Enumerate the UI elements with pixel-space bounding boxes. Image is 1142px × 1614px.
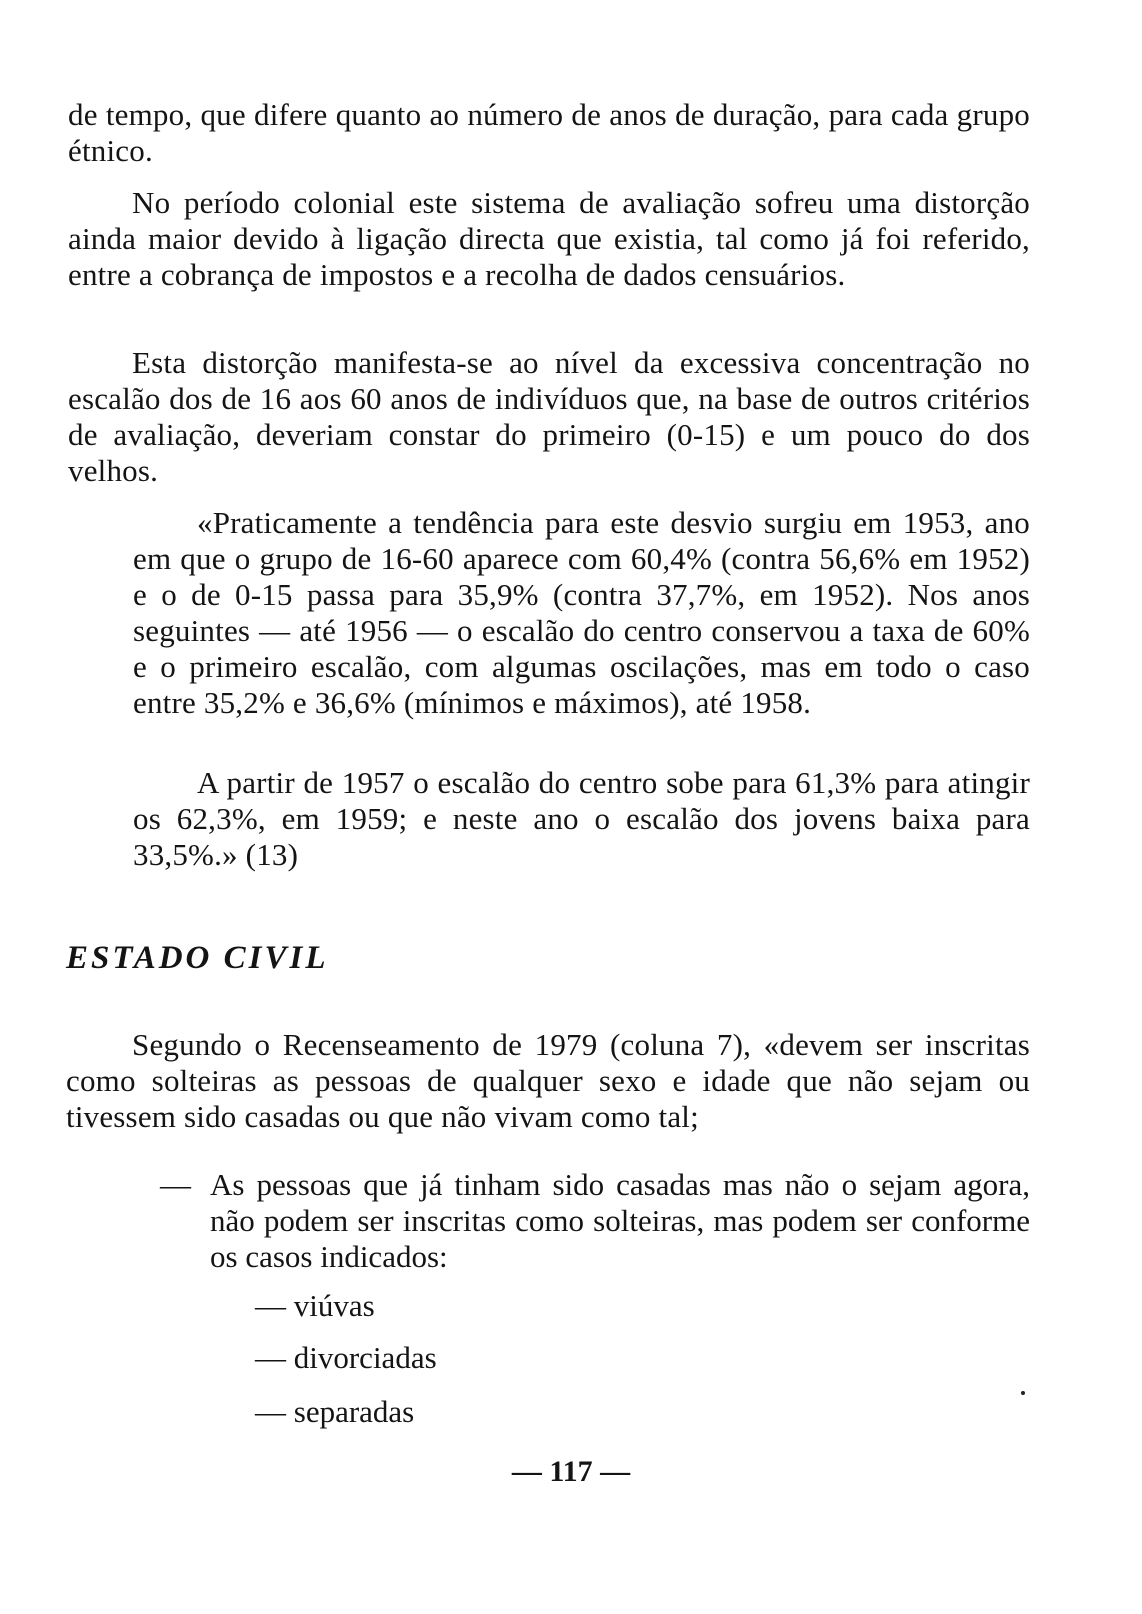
paragraph-distortion: Esta distorção manifesta-se ao nível da excessiva concentração no escalão dos de 16 aos 60 anos de indivíduos que, na base de outros critérios de avaliação, deveriam constar do primeiro (0-15) e um pouco do dos velhos.: [68, 345, 1030, 488]
sub-list-item-divorced: — divorciadas: [255, 1340, 437, 1375]
paragraph-colonial-period: No período colonial este sistema de avaliação sofreu uma distorção ainda maior devido à ligação directa que existia, tal como já foi referido, entre a cobrança de impostos e a recolha de dados censuários.: [68, 185, 1030, 292]
page-number: — 117 —: [511, 1455, 631, 1488]
dash-list-item-text: As pessoas que já tinham sido casadas mas não o sejam agora, não podem ser inscritas como solteiras, mas podem ser conforme os casos indicados:: [210, 1167, 1030, 1274]
sub-list-item-widowed: — viúvas: [255, 1288, 375, 1323]
dash-list-item: [160, 1167, 1030, 1275]
block-quote-part-1: «Praticamente a tendência para este desvio surgiu em 1953, ano em que o grupo de 16-60 aparece com 60,4% (contra 56,6% em 1952) e o de 0-15 passa para 35,9% (contra 37,7%, em 1952). Nos anos seguintes — até 1956 — o escalão do centro conservou a taxa de 60% e o primeiro escalão, com algumas oscilações, mas em todo o caso entre 35,2% e 36,6% (mínimos e máximos), até 1958.: [133, 505, 1030, 720]
paragraph-continuation: de tempo, que difere quanto ao número de anos de duração, para cada grupo étnico.: [68, 97, 1030, 168]
scan-speck: [1021, 1391, 1025, 1395]
section-heading: ESTADO CIVIL: [66, 940, 329, 976]
dash-marker: —: [160, 1167, 191, 1202]
paragraph-census-definition: Segundo o Recenseamento de 1979 (coluna 7), «devem ser inscritas como solteiras as pessoas de qualquer sexo e idade que não sejam ou tivessem sido casadas ou que não vivam como tal;: [66, 1027, 1030, 1134]
block-quote-part-2: A partir de 1957 o escalão do centro sobe para 61,3% para atingir os 62,3%, em 1959; e neste ano o escalão dos jovens baixa para 33,5%.» (13): [133, 765, 1030, 872]
sub-list-item-separated: — separadas: [255, 1394, 415, 1429]
